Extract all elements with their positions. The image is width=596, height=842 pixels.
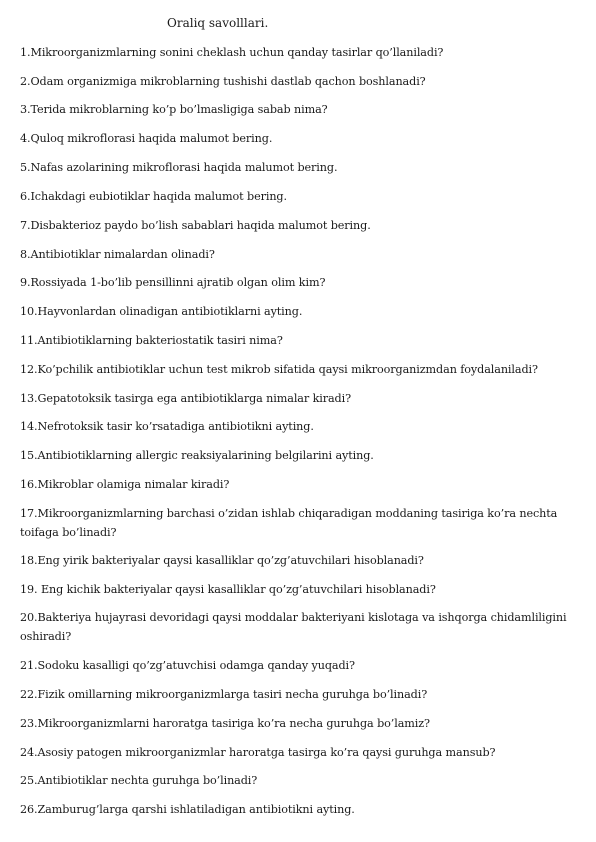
question-item: 14.Nefrotoksik tasir ko’rsatadiga antibiotikni ayting. [20, 420, 314, 433]
question-item: 6.Ichakdagi eubiotiklar haqida malumot bering. [20, 190, 287, 203]
question-item: 12.Ko’pchilik antibiotiklar uchun test mikrob sifatida qaysi mikroorganizmdan foydalaniladi? [20, 363, 538, 376]
question-item: 18.Eng yirik bakteriyalar qaysi kasalliklar qo’zg’atuvchilari hisoblanadi? [20, 554, 424, 567]
question-item: 2.Odam organizmiga mikroblarning tushishi dastlab qachon boshlanadi? [20, 75, 426, 88]
page-title: Oraliq savolllari. [167, 16, 269, 30]
question-item: 22.Fizik omillarning mikroorganizmlarga tasiri necha guruhga bo’linadi? [20, 688, 428, 701]
question-item: 4.Quloq mikroflorasi haqida malumot bering. [20, 132, 273, 145]
question-item: 8.Antibiotiklar nimalardan olinadi? [20, 248, 215, 261]
question-item: 26.Zamburug’larga qarshi ishlatiladigan antibiotikni ayting. [20, 803, 355, 816]
question-item: 23.Mikroorganizmlarni haroratga tasiriga ko’ra necha guruhga bo’lamiz? [20, 717, 430, 730]
question-item: 9.Rossiyada 1-bo’lib pensillinni ajratib olgan olim kim? [20, 276, 326, 289]
question-item: 19. Eng kichik bakteriyalar qaysi kasalliklar qo’zg’atuvchilari hisoblanadi? [20, 583, 436, 596]
question-item: 24.Asosiy patogen mikroorganizmlar haroratga tasirga ko’ra qaysi guruhga mansub? [20, 746, 496, 759]
question-item: 1.Mikroorganizmlarning sonini cheklash uchun qanday tasirlar qo’llaniladi? [20, 46, 444, 59]
question-item: 10.Hayvonlardan olinadigan antibiotiklarni ayting. [20, 305, 303, 318]
question-item: 7.Disbakterioz paydo bo’lish sabablari haqida malumot bering. [20, 219, 371, 232]
question-item: 3.Terida mikroblarning ko’p bo’lmasligiga sabab nima? [20, 103, 328, 116]
question-item: 17.Mikroorganizmlarning barchasi o’zidan ishlab chiqaradigan moddaning tasiriga ko’ra nechta toifaga bo’linadi? [20, 507, 558, 539]
question-item: 5.Nafas azolarining mikroflorasi haqida malumot bering. [20, 161, 338, 174]
question-item: 15.Antibiotiklarning allergic reaksiyalarining belgilarini ayting. [20, 449, 374, 462]
question-item: 11.Antibiotiklarning bakteriostatik tasiri nima? [20, 334, 283, 347]
question-item: 21.Sodoku kasalligi qo’zg’atuvchisi odamga qanday yuqadi? [20, 659, 355, 672]
question-item: 16.Mikroblar olamiga nimalar kiradi? [20, 478, 230, 491]
question-item: 13.Gepatotoksik tasirga ega antibiotiklarga nimalar kiradi? [20, 392, 351, 405]
question-item: 20.Bakteriya hujayrasi devoridagi qaysi moddalar bakteriyani kislotaga va ishqorga chidamliligini oshiradi? [20, 611, 567, 643]
question-item: 25.Antibiotiklar nechta guruhga bo’linadi? [20, 774, 258, 787]
